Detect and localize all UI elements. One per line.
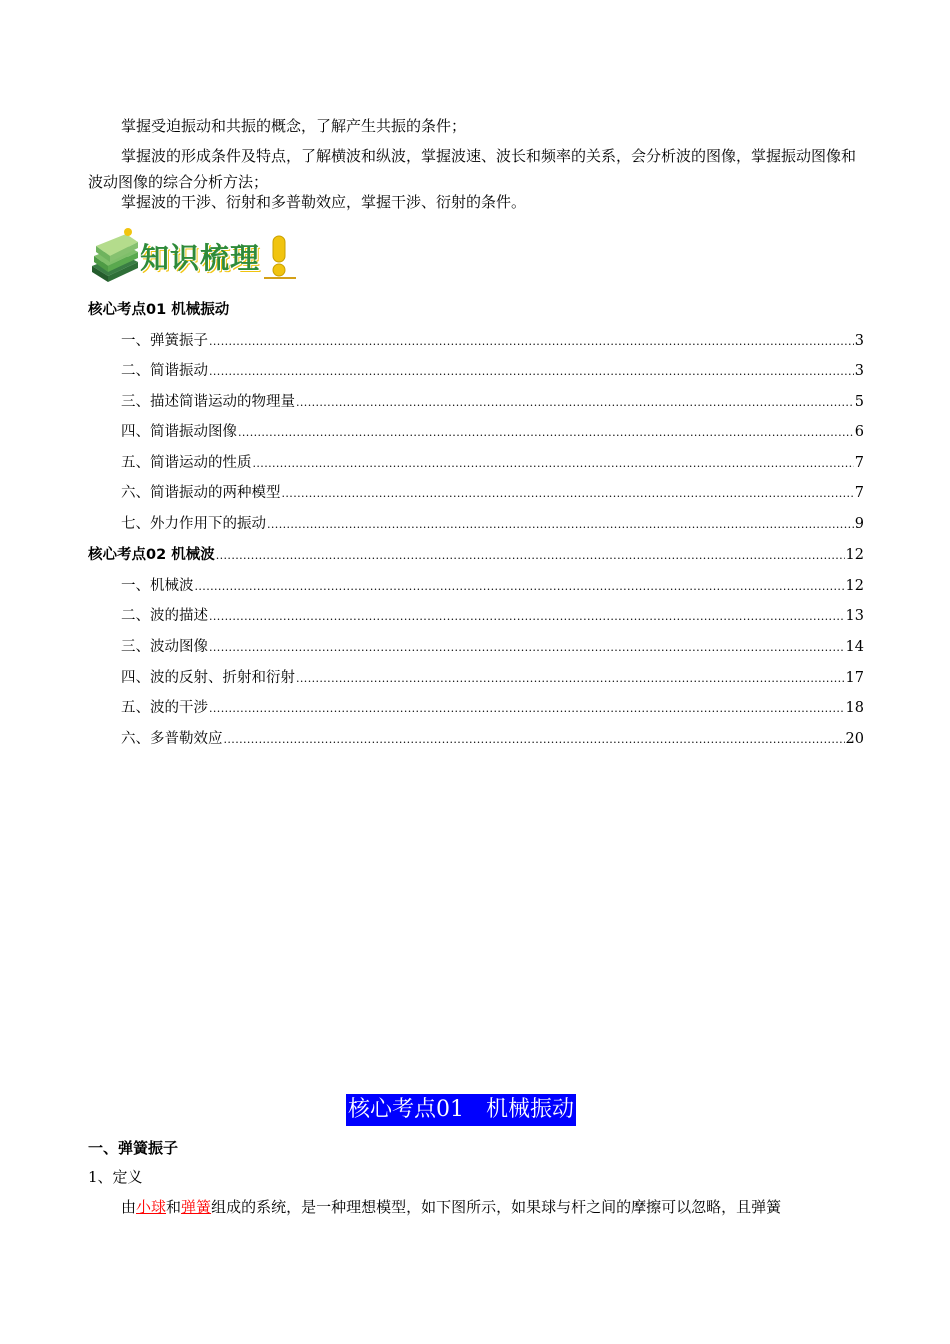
toc-heading-1: 核心考点01 机械振动 [88,302,230,318]
knowledge-logo [88,226,298,284]
toc-item-page: 20 [845,731,864,747]
toc-leader [195,575,845,598]
toc-item[interactable] [121,391,864,414]
exclamation-icon [264,234,296,280]
toc-item-label: 二、简谐振动 [121,363,208,379]
section-heading: 一、弹簧振子 [88,1139,179,1157]
toc-item-label: 四、波的反射、折射和衍射 [121,670,295,686]
toc-item[interactable] [121,575,864,598]
toc-item-page: 18 [845,700,864,716]
toc-item[interactable] [121,667,864,690]
toc-leader [224,728,845,751]
section-title-banner: 核心考点01 机械振动 [346,1094,576,1126]
toc-item-page: 3 [854,333,864,349]
toc-item-label: 一、弹簧振子 [121,333,208,349]
toc-item-page: 13 [845,608,864,624]
toc-item-label: 三、波动图像 [121,639,208,655]
toc-item-label: 六、简谐振动的两种模型 [121,485,281,501]
toc-heading-2[interactable] [88,544,864,567]
emphasis-spring: 弹簧 [181,1198,212,1216]
toc-item-label: 五、简谐运动的性质 [121,455,252,471]
toc-leader [209,697,845,720]
intro-line-2: 掌握波的形成条件及特点，了解横波和纵波，掌握波速、波长和频率的关系，会分析波的图像，掌握振动图像和波动图像的综合分析方法； [88,147,857,191]
toc-item-label: 三、描述简谐运动的物理量 [121,394,295,410]
intro-line-1: 掌握受迫振动和共振的概念，了解产生共振的条件； [121,117,467,135]
toc-leader [267,513,854,536]
toc-item[interactable] [121,728,864,751]
logo-title: 知识梳理 [140,241,261,275]
toc-item[interactable] [121,605,864,628]
toc-item-label: 六、多普勒效应 [121,731,223,747]
toc-leader [296,667,845,690]
toc-item[interactable] [121,452,864,475]
toc-leader [209,330,854,353]
toc-item[interactable] [121,330,864,353]
toc-item-label: 一、机械波 [121,578,194,594]
toc-leader [209,360,854,383]
books-icon [88,226,142,284]
toc-item-page: 17 [845,670,864,686]
toc-item-page: 14 [845,639,864,655]
toc-item-page: 7 [854,455,864,471]
para-text: 和 [166,1198,182,1216]
toc-item-label: 七、外力作用下的振动 [121,516,266,532]
toc-item-label: 五、波的干涉 [121,700,208,716]
toc-leader [253,452,854,475]
toc-item-page: 12 [845,547,864,563]
emphasis-ball: 小球 [136,1198,167,1216]
toc-leader [238,421,854,444]
toc-leader [209,605,845,628]
toc-item-page: 5 [854,394,864,410]
toc-leader [216,544,845,567]
body-paragraph [88,1194,863,1220]
toc-item-label: 四、简谐振动图像 [121,424,237,440]
toc-item-label: 核心考点02 机械波 [88,547,215,563]
toc-item-label: 二、波的描述 [121,608,208,624]
toc-leader [282,482,854,505]
intro-line-3: 掌握波的干涉、衍射和多普勒效应，掌握干涉、衍射的条件。 [121,193,527,211]
toc-item[interactable] [121,482,864,505]
toc-item-page: 9 [854,516,864,532]
toc-item-page: 7 [854,485,864,501]
toc-item[interactable] [121,636,864,659]
para-text: 由 [121,1198,137,1216]
toc-item[interactable] [121,513,864,536]
toc-leader [296,391,854,414]
toc-item-page: 3 [854,363,864,379]
toc-item-page: 12 [845,578,864,594]
toc-item-page: 6 [854,424,864,440]
toc-leader [209,636,845,659]
toc-item[interactable] [121,697,864,720]
para-text: 组成的系统，是一种理想模型，如下图所示，如果球与杆之间的摩擦可以忽略，且弹簧 [211,1198,782,1216]
toc-item[interactable] [121,421,864,444]
toc-item[interactable] [121,360,864,383]
sub-heading: 1、定义 [88,1168,143,1186]
